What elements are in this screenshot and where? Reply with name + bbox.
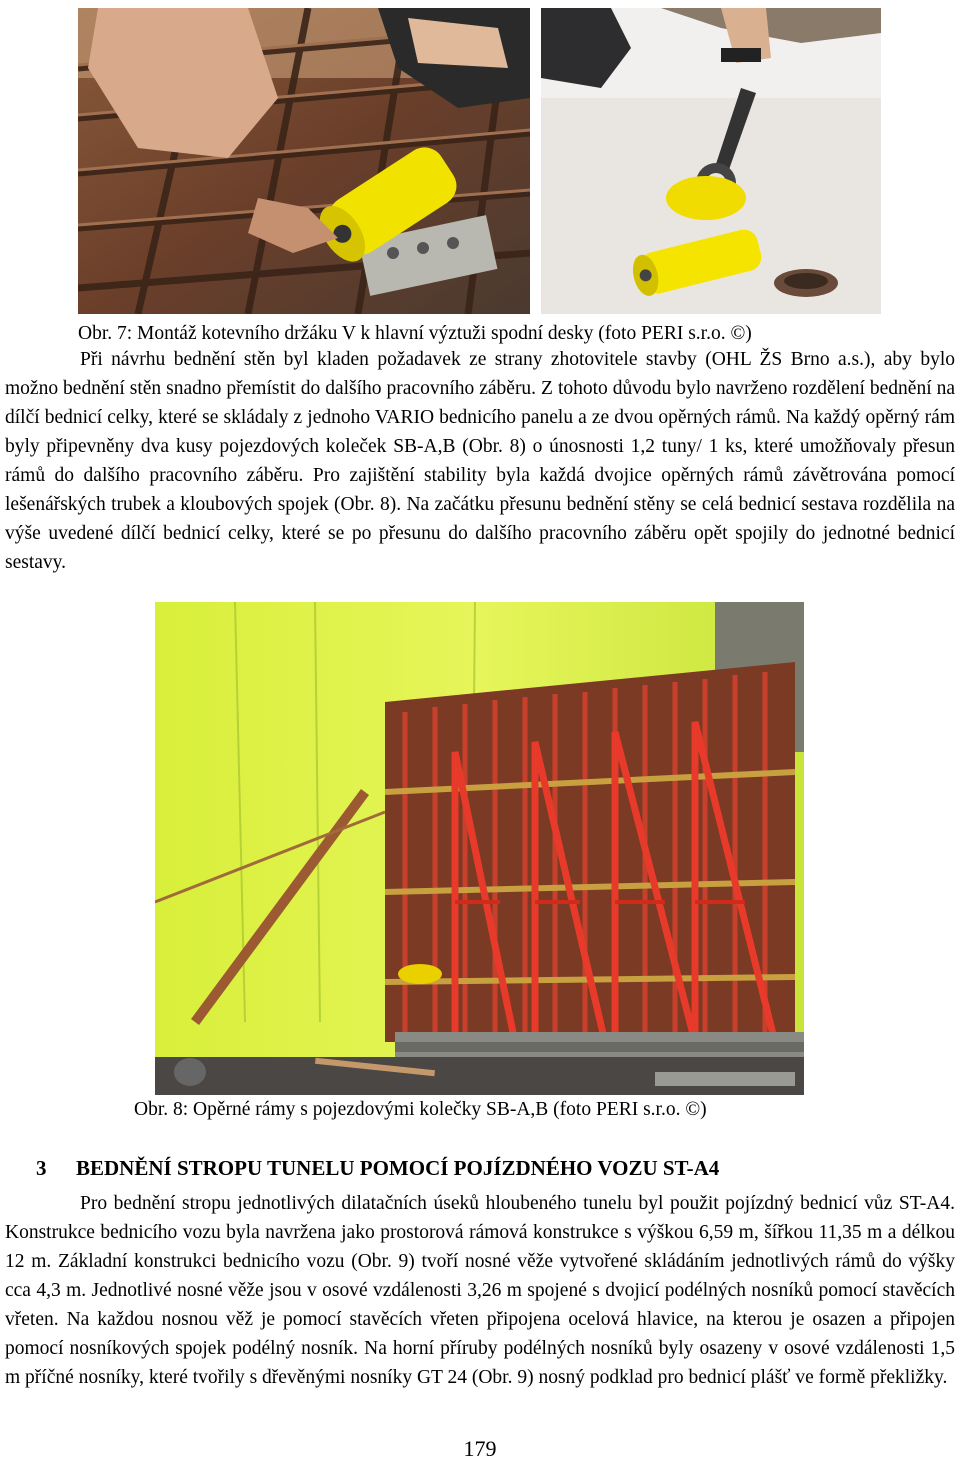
section-title: BEDNĚNÍ STROPU TUNELU POMOCÍ POJÍZDNÉHO VOZU ST-A4 — [76, 1156, 720, 1180]
section-number: 3 — [36, 1156, 47, 1180]
figure-7-photo-left — [78, 8, 530, 314]
paragraph-text: Při návrhu bednění stěn byl kladen požadavek ze strany zhotovitele stavby (OHL ŽS Brno a.s.), aby bylo možno bednění stěn snadno přemístit do dalšího pracovního záběru. Z tohoto důvodu bylo navrženo rozdělení bednění na dílčí bednicí celky, které se skládaly z jednoho VARIO bednicího panelu a ze dvou opěrných rámů. Na každý opěrný rám byly připevněny dva kusy pojezdových koleček SB-A,B (Obr. 8) o únosnosti 1,2 tuny/ 1 ks, které umožňovaly přesun rámů do dalšího pracovního záběru. Pro zajištění stability byla každá dvojice opěrných rámů závětrována pomocí lešenářských trubek a kloubových spojek (Obr. 8). Na začátku přesunu bednění stěny se celá bednicí sestava rozdělila na výše uvedené dílčí bednicí celky, které se po přesunu do dalšího pracovního záběru opět spojily do jednotné bednicí sestavy. — [5, 349, 955, 573]
figure-7-photo-right — [541, 8, 881, 314]
figure-8-caption: Obr. 8: Opěrné rámy s pojezdovými kolečky SB-A,B (foto PERI s.r.o. ©) — [134, 1099, 707, 1120]
paragraph-wall-formwork — [5, 345, 955, 577]
paragraph-text: Pro bednění stropu jednotlivých dilatačních úseků hloubeného tunelu byl použit pojízdný bednicí vůz ST-A4. Konstrukce bednicího vozu byla navržena jako prostorová rámová konstrukce s výškou 6,59 m, šířkou 11,35 m a délkou 12 m. Základní konstrukci bednicího vozu (Obr. 9) tvoří nosné věže vytvořené skládáním jednotlivých rámů do výšky cca 4,3 m. Jednotlivé nosné věže jsou v osové vzdálenosti 3,26 m spojené s dvojicí podélných nosníků pomocí stavěcích vřeten. Na každou nosnou věž je pomocí stavěcích vřeten připojena ocelová hlavice, na kterou je osazen a připojen pomocí nosníkových spojek podélný nosník. Na horní příruby podélných nosníků byly osazeny v osové vzdálenosti 1,5 m příčné nosníky, které tvořily s dřevěnými nosníky GT 24 (Obr. 9) nosný podklad pro bednicí plášť ve formě překližky. — [5, 1193, 955, 1388]
page-number: 179 — [463, 1436, 497, 1461]
figure-8-photo — [155, 602, 804, 1095]
figure-7 — [78, 8, 881, 314]
figure-7-caption: Obr. 7: Montáž kotevního držáku V k hlavní výztuži spodní desky (foto PERI s.r.o. ©) — [78, 323, 752, 344]
paragraph-ceiling-formwork — [5, 1189, 955, 1392]
section-heading — [36, 1154, 719, 1182]
